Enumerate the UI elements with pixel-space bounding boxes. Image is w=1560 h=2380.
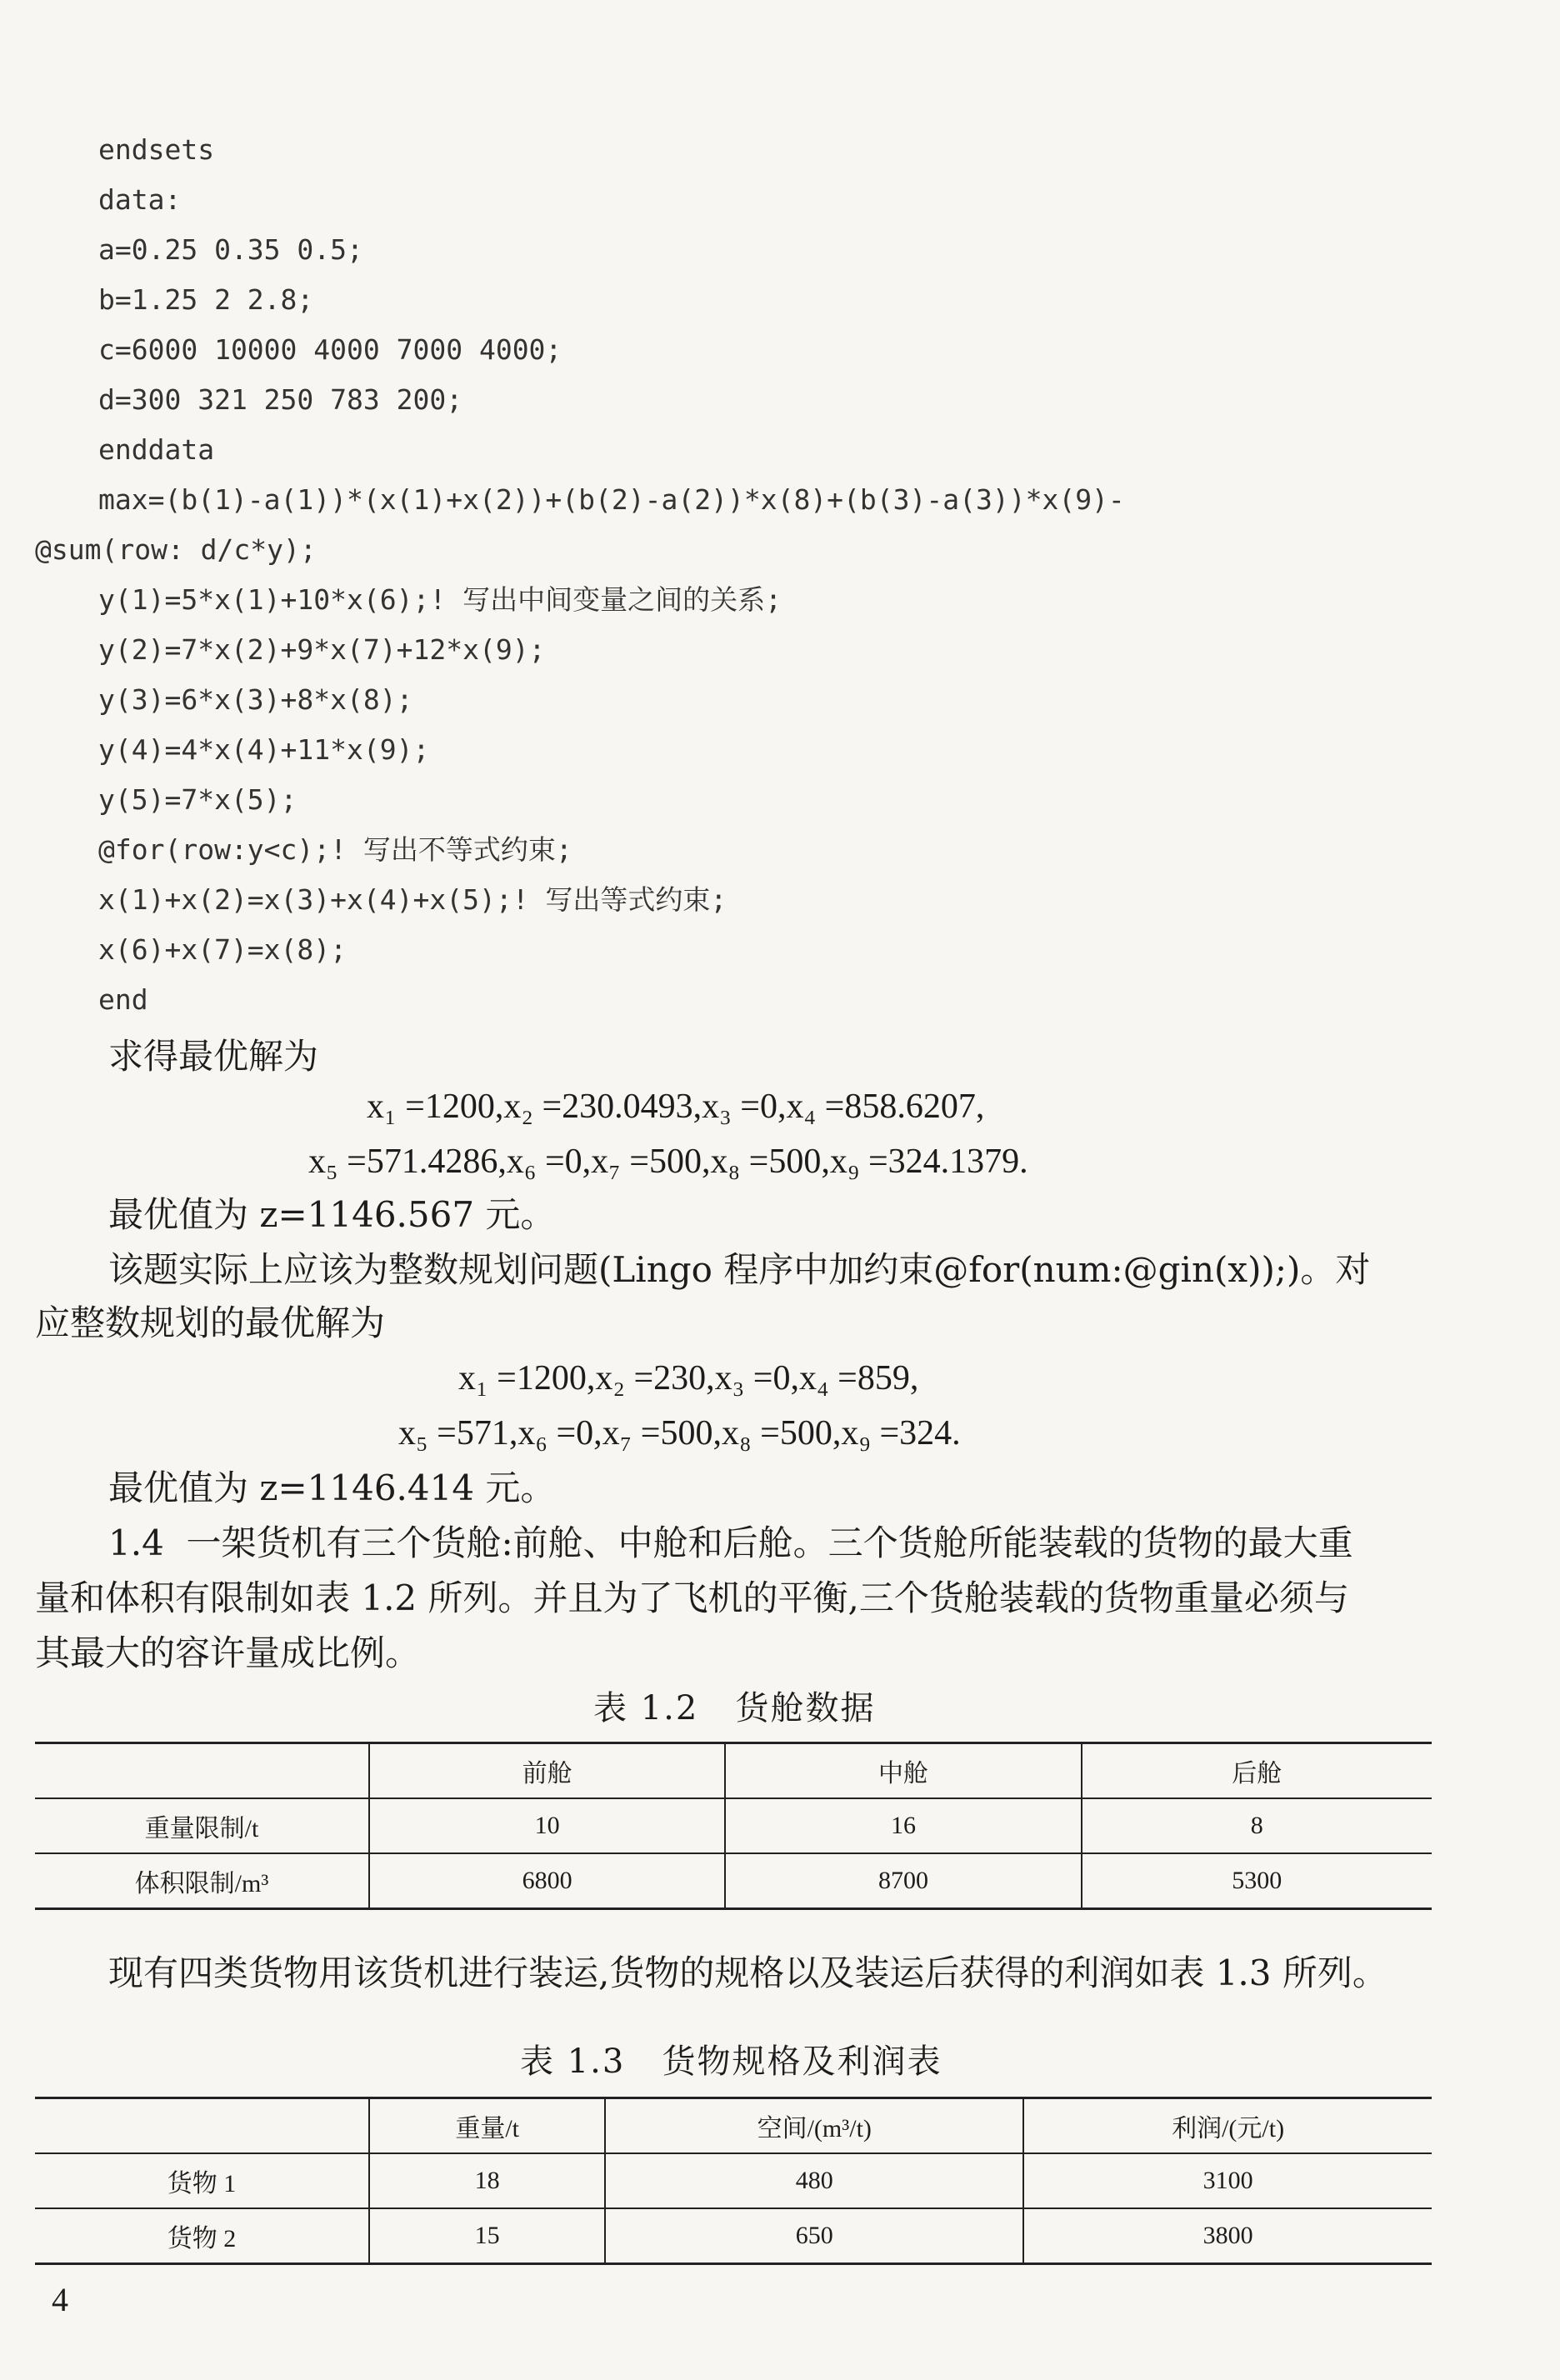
- table-cell: 重量限制/t: [35, 1798, 369, 1853]
- table-cell: 货物 2: [35, 2208, 369, 2264]
- table-cell: 5300: [1082, 1853, 1432, 1909]
- table-header: 后舱: [1082, 1743, 1432, 1799]
- code-line: enddata: [98, 433, 215, 466]
- paragraph-line: 其最大的容许量成比例。: [35, 1632, 421, 1673]
- table-cell: 货物 1: [35, 2153, 369, 2208]
- optimal-value: 最优值为 z=1146.567 元。: [108, 1194, 556, 1235]
- table-cell: 10: [369, 1798, 725, 1853]
- result-intro: 求得最优解为: [108, 1036, 319, 1077]
- code-line: b=1.25 2 2.8;: [98, 283, 314, 316]
- page-number: 4: [52, 2281, 68, 2318]
- table-header: [35, 2098, 369, 2154]
- table-cell: 650: [605, 2208, 1023, 2264]
- table-caption: 表 1.3 货物规格及利润表: [520, 2042, 942, 2081]
- table-header: 空间/(m³/t): [605, 2098, 1023, 2154]
- table-cell: 18: [369, 2153, 605, 2208]
- code-line: c=6000 10000 4000 7000 4000;: [98, 333, 562, 366]
- code-line: endsets: [98, 133, 215, 166]
- solution-line: x₅ =571,x₆ =0,x₇ =500,x₈ =500,x₉ =324.: [398, 1414, 961, 1452]
- code-line: y(5)=7*x(5);: [98, 783, 298, 816]
- table-header: 中舱: [725, 1743, 1081, 1799]
- table-header: 前舱: [369, 1743, 725, 1799]
- code-line: y(3)=6*x(3)+8*x(8);: [98, 683, 413, 716]
- paragraph-line: 1.4 一架货机有三个货舱:前舱、中舱和后舱。三个货舱所能装载的货物的最大重: [108, 1522, 1353, 1563]
- table-header: 重量/t: [369, 2098, 605, 2154]
- table-cell: 16: [725, 1798, 1081, 1853]
- table-header: [35, 1743, 369, 1799]
- table-row: [35, 2153, 1432, 2208]
- code-line: end: [98, 983, 148, 1016]
- table-cell: 8700: [725, 1853, 1081, 1909]
- table-row: [35, 1798, 1432, 1853]
- solution-line: x₁ =1200,x₂ =230.0493,x₃ =0,x₄ =858.6207,: [367, 1088, 985, 1126]
- table-cell: 480: [605, 2153, 1023, 2208]
- code-line: a=0.25 0.35 0.5;: [98, 233, 363, 266]
- solution-line: x₁ =1200,x₂ =230,x₃ =0,x₄ =859,: [458, 1359, 919, 1398]
- code-line: y(4)=4*x(4)+11*x(9);: [98, 733, 430, 766]
- table-cell: 8: [1082, 1798, 1432, 1853]
- table-header: 利润/(元/t): [1023, 2098, 1432, 2154]
- optimal-value: 最优值为 z=1146.414 元。: [108, 1468, 556, 1508]
- code-line: x(6)+x(7)=x(8);: [98, 933, 348, 966]
- solution-line: x₅ =571.4286,x₆ =0,x₇ =500,x₈ =500,x₉ =324.1379.: [308, 1142, 1028, 1181]
- table-cell: 3800: [1023, 2208, 1432, 2264]
- cargo-spec-table: [35, 2097, 1432, 2265]
- code-line: max=(b(1)-a(1))*(x(1)+x(2))+(b(2)-a(2))*x(8)+(b(3)-a(3))*x(9)-: [98, 483, 1125, 516]
- paragraph-line: 该题实际上应该为整数规划问题(Lingo 程序中加约束@for(num:@gin(x));)。对: [108, 1249, 1371, 1290]
- table-cell: 3100: [1023, 2153, 1432, 2208]
- table-row: [35, 2208, 1432, 2264]
- paragraph-line: 现有四类货物用该货机进行装运,货物的规格以及装运后获得的利润如表 1.3 所列。: [108, 1952, 1388, 1993]
- table-cell: 15: [369, 2208, 605, 2264]
- code-line: y(1)=5*x(1)+10*x(6);! 写出中间变量之间的关系;: [98, 583, 782, 616]
- code-line: d=300 321 250 783 200;: [98, 383, 463, 416]
- code-line: @for(row:y<c);! 写出不等式约束;: [98, 833, 572, 866]
- code-line: data:: [98, 183, 182, 216]
- table-row: [35, 1853, 1432, 1909]
- paragraph-line: 量和体积有限制如表 1.2 所列。并且为了飞机的平衡,三个货舱装载的货物重量必须与: [35, 1578, 1349, 1618]
- cargo-hold-table: [35, 1742, 1432, 1910]
- table-cell: 6800: [369, 1853, 725, 1909]
- paragraph-line: 应整数规划的最优解为: [35, 1302, 386, 1343]
- code-line: y(2)=7*x(2)+9*x(7)+12*x(9);: [98, 633, 546, 666]
- table-caption: 表 1.2 货舱数据: [593, 1689, 876, 1728]
- code-line: x(1)+x(2)=x(3)+x(4)+x(5);! 写出等式约束;: [98, 883, 728, 916]
- code-line: @sum(row: d/c*y);: [35, 533, 317, 566]
- table-cell: 体积限制/m³: [35, 1853, 369, 1909]
